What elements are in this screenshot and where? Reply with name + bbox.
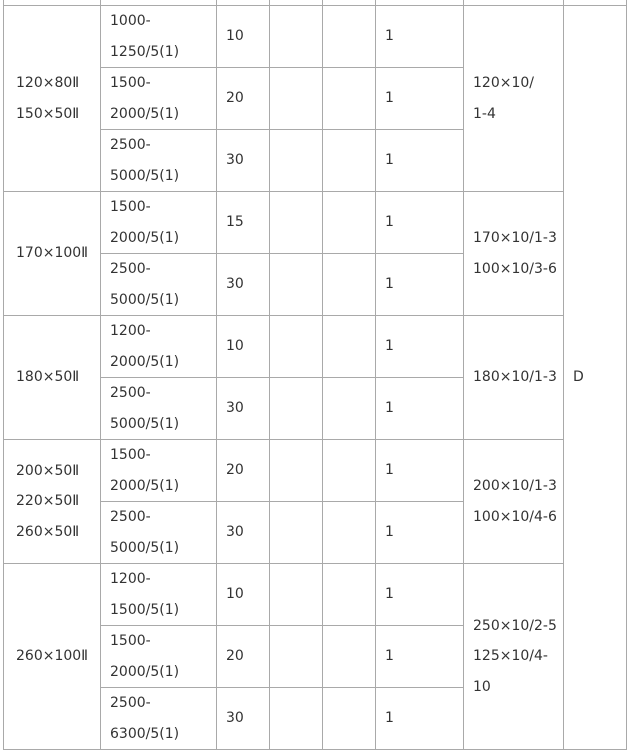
ratio-line: 2500- [110, 137, 151, 153]
ratio-line: 2000/5(1) [110, 663, 180, 680]
bar-spec-line: 180×10/1-3 [473, 369, 557, 386]
count-cell: 1 [376, 378, 464, 440]
table-row [4, 440, 627, 502]
empty-cell [323, 440, 376, 502]
empty-cell [323, 688, 376, 750]
empty-cell [270, 254, 323, 316]
table-row [4, 6, 627, 68]
value-cell: 20 [217, 440, 270, 502]
section-size-cell [4, 316, 101, 440]
empty-cell [323, 254, 376, 316]
value-cell: 20 [217, 68, 270, 130]
value-cell: 30 [217, 130, 270, 192]
section-size-line: 260×50Ⅱ [16, 523, 80, 540]
value-cell: 10 [217, 6, 270, 68]
ratio-cell [101, 130, 217, 192]
section-size-cell [4, 564, 101, 750]
bar-spec-line: 200×10/1-3 [473, 478, 557, 494]
empty-cell [323, 378, 376, 440]
section-size-cell [4, 440, 101, 564]
ratio-line: 1500- [110, 199, 151, 215]
ratio-line: 1200- [110, 323, 151, 339]
ratio-line: 2500- [110, 385, 151, 401]
count-cell: 1 [376, 502, 464, 564]
count-cell: 1 [376, 68, 464, 130]
count-cell: 1 [376, 6, 464, 68]
ratio-line: 2500- [110, 695, 151, 711]
ratio-line: 1500- [110, 633, 151, 649]
bar-spec-line: 10 [473, 678, 491, 695]
bar-spec-cell [464, 316, 564, 440]
ratio-cell [101, 688, 217, 750]
ratio-line: 2000/5(1) [110, 477, 180, 494]
ratio-line: 1000- [110, 13, 151, 29]
empty-cell [323, 564, 376, 626]
ratio-cell [101, 192, 217, 254]
ratio-line: 5000/5(1) [110, 167, 180, 184]
value-cell: 10 [217, 564, 270, 626]
ratio-line: 6300/5(1) [110, 725, 180, 742]
empty-cell [270, 6, 323, 68]
bar-spec-line: 100×10/3-6 [473, 260, 557, 277]
empty-cell [323, 6, 376, 68]
table-row [4, 316, 627, 378]
ratio-line: 1500- [110, 447, 151, 463]
empty-cell [270, 688, 323, 750]
bar-spec-line: 125×10/4- [473, 648, 548, 665]
value-cell: 30 [217, 254, 270, 316]
value-cell: 30 [217, 502, 270, 564]
ratio-line: 5000/5(1) [110, 291, 180, 308]
count-cell: 1 [376, 688, 464, 750]
empty-cell [270, 564, 323, 626]
value-cell: 30 [217, 688, 270, 750]
bar-spec-line: 250×10/2-5 [473, 617, 557, 634]
count-cell: 1 [376, 130, 464, 192]
ratio-cell [101, 626, 217, 688]
ratio-line: 1500/5(1) [110, 601, 180, 618]
section-size-line: 150×50Ⅱ [16, 105, 80, 122]
table-row [4, 192, 627, 254]
section-size-line: 220×50Ⅱ [16, 493, 80, 510]
type-cell: D [564, 6, 627, 750]
ratio-line: 2000/5(1) [110, 105, 180, 122]
empty-cell [270, 378, 323, 440]
empty-cell [270, 440, 323, 502]
ratio-line: 2500- [110, 509, 151, 525]
empty-cell [323, 192, 376, 254]
bar-spec-line: 120×10/ [473, 75, 534, 91]
ratio-line: 5000/5(1) [110, 539, 180, 556]
spec-table [3, 0, 627, 750]
value-cell: 20 [217, 626, 270, 688]
empty-cell [323, 626, 376, 688]
empty-cell [323, 130, 376, 192]
count-cell: 1 [376, 626, 464, 688]
count-cell: 1 [376, 316, 464, 378]
empty-cell [270, 68, 323, 130]
ratio-cell [101, 6, 217, 68]
section-size-cell [4, 6, 101, 192]
spec-table-body [4, 0, 627, 750]
section-size-line: 120×80Ⅱ [16, 75, 80, 91]
empty-cell [323, 502, 376, 564]
bar-spec-line: 170×10/1-3 [473, 230, 557, 246]
empty-cell [270, 316, 323, 378]
empty-cell [270, 192, 323, 254]
section-size-line: 170×100Ⅱ [16, 245, 89, 262]
ratio-cell [101, 254, 217, 316]
ratio-line: 1200- [110, 571, 151, 587]
value-cell: 10 [217, 316, 270, 378]
empty-cell [323, 68, 376, 130]
value-cell: 30 [217, 378, 270, 440]
section-size-line: 200×50Ⅱ [16, 462, 80, 479]
bar-spec-line: 1-4 [473, 105, 496, 122]
section-size-line: 260×100Ⅱ [16, 648, 89, 665]
ratio-line: 1250/5(1) [110, 43, 180, 60]
ratio-line: 2000/5(1) [110, 229, 180, 246]
ratio-cell [101, 502, 217, 564]
count-cell: 1 [376, 192, 464, 254]
count-cell: 1 [376, 564, 464, 626]
ratio-cell [101, 68, 217, 130]
empty-cell [270, 130, 323, 192]
empty-cell [270, 626, 323, 688]
ratio-line: 5000/5(1) [110, 415, 180, 432]
ratio-cell [101, 440, 217, 502]
empty-cell [270, 502, 323, 564]
section-size-cell [4, 192, 101, 316]
bar-spec-cell [464, 440, 564, 564]
value-cell: 15 [217, 192, 270, 254]
bar-spec-cell [464, 192, 564, 316]
section-size-line: 180×50Ⅱ [16, 369, 80, 386]
ratio-line: 2500- [110, 261, 151, 277]
ratio-cell [101, 316, 217, 378]
count-cell: 1 [376, 254, 464, 316]
bar-spec-cell [464, 564, 564, 750]
bar-spec-cell [464, 6, 564, 192]
table-row [4, 564, 627, 626]
ratio-cell [101, 378, 217, 440]
empty-cell [323, 316, 376, 378]
bar-spec-line: 100×10/4-6 [473, 508, 557, 525]
count-cell: 1 [376, 440, 464, 502]
ratio-line: 2000/5(1) [110, 353, 180, 370]
ratio-cell [101, 564, 217, 626]
ratio-line: 1500- [110, 75, 151, 91]
